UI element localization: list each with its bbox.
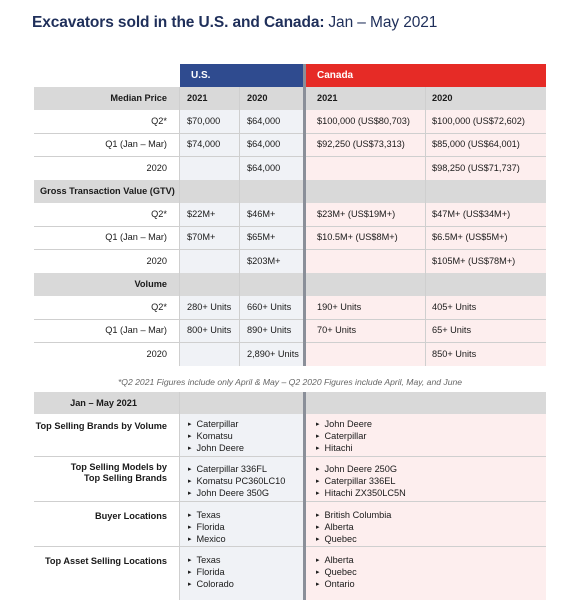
excavator-sales-table [34,64,546,600]
gtv-cell: $22M+ [187,209,216,219]
us-models-list [188,464,285,501]
list-item: ▸ John Deere [188,443,244,455]
list-item: ▸ Alberta [316,522,391,534]
list-item: ▸ Alberta [316,555,357,567]
median-price-cell: $85,000 (US$64,001) [432,139,520,149]
median-price-cell: $64,000 [247,116,281,126]
gtv-row-label: Q1 (Jan – Mar) [105,232,167,242]
canada-header: Canada [306,64,546,87]
gtv-cell [306,250,425,273]
gtv-cell: $6.5M+ (US$5M+) [432,232,508,242]
median-price-row-label: Q1 (Jan – Mar) [105,139,167,149]
list-item: ▸ Mexico [188,534,226,546]
ca-brands-list [316,419,372,456]
us-buyer-locations-list [188,510,226,547]
models-label: Top Selling Models by Top Selling Brands [70,462,167,483]
volume-cell [180,343,239,366]
list-item: ▸ British Columbia [316,510,391,522]
gtv-section-label: Gross Transaction Value (GTV) [40,186,175,196]
list-item: ▸ Hitachi [316,443,372,455]
ca-buyer-locations-list [316,510,391,547]
median-price-cell: $98,250 (US$71,737) [432,163,520,173]
list-item: ▸ Quebec [316,534,391,546]
us-2021-year: 2021 [187,93,208,103]
median-price-cell [306,157,425,180]
list-item: ▸ Florida [188,522,226,534]
ca-2021-year: 2021 [317,93,338,103]
gtv-cell: $105M+ (US$78M+) [432,256,516,266]
us-brands-list [188,419,244,456]
gtv-cell: $10.5M+ (US$8M+) [317,232,398,242]
volume-cell [306,343,425,366]
list-item: ▸ Florida [188,567,234,579]
gtv-cell: $47M+ (US$34M+) [432,209,511,219]
median-price-row-label: Q2* [151,116,167,126]
gtv-cell: $65M+ [247,232,276,242]
title-main: Excavators sold in the U.S. and Canada: [32,14,325,31]
volume-row-label: 2020 [146,349,167,359]
median-price-cell: $64,000 [247,139,281,149]
list-item: ▸ Texas [188,510,226,522]
list-item: ▸ Komatsu [188,431,244,443]
us-header: U.S. [180,64,303,87]
median-price-cell: $64,000 [247,163,281,173]
list-item: ▸ John Deere [316,419,372,431]
list-item: ▸ Caterpillar [316,431,372,443]
median-price-cell: $74,000 [187,139,221,149]
volume-cell: 190+ Units [317,302,362,312]
volume-cell: 800+ Units [187,325,232,335]
gtv-cell: $203M+ [247,256,281,266]
volume-cell: 65+ Units [432,325,472,335]
list-item: ▸ Komatsu PC360LC10 [188,476,285,488]
volume-cell: 405+ Units [432,302,477,312]
volume-section-label: Volume [134,279,167,289]
list-item: ▸ Colorado [188,579,234,591]
list-item: ▸ Hitachi ZX350LC5N [316,488,406,500]
title-date-range: Jan – May 2021 [328,14,438,31]
volume-row-label: Q2* [151,302,167,312]
asset-selling-locations-label: Top Asset Selling Locations [44,555,167,566]
brands-by-volume-label: Top Selling Brands by Volume [35,420,167,431]
gtv-cell [180,250,239,273]
list-item: ▸ Caterpillar 336EL [316,476,406,488]
list-item: ▸ Caterpillar [188,419,244,431]
ca-asset-locations-list [316,555,357,592]
page-title [32,14,437,32]
gtv-cell: $70M+ [187,232,216,242]
list-item: ▸ Caterpillar 336FL [188,464,285,476]
gtv-cell: $46M+ [247,209,276,219]
ca-2020-year: 2020 [432,93,453,103]
volume-cell: 280+ Units [187,302,232,312]
gtv-row-label: Q2* [151,209,167,219]
period-label: Jan – May 2021 [70,397,137,408]
list-item: ▸ Ontario [316,579,357,591]
us-2020-year: 2020 [247,93,268,103]
volume-cell: 890+ Units [247,325,292,335]
us-asset-locations-list [188,555,234,592]
footnote: *Q2 2021 Figures include only April & May – Q2 2020 Figures include April, May, and June [117,377,463,387]
median-price-row-label: 2020 [146,163,167,173]
buyer-locations-label: Buyer Locations [95,510,167,521]
list-item: ▸ John Deere 350G [188,488,285,500]
median-price-cell [180,157,239,180]
volume-cell: 660+ Units [247,302,292,312]
median-price-cell: $70,000 [187,116,221,126]
list-item: ▸ Texas [188,555,234,567]
median-price-cell: $92,250 (US$73,313) [317,139,405,149]
volume-row-label: Q1 (Jan – Mar) [105,325,167,335]
gtv-row-label: 2020 [146,256,167,266]
list-item: ▸ John Deere 250G [316,464,406,476]
ca-models-list [316,464,406,501]
median-price-cell: $100,000 (US$80,703) [317,116,410,126]
volume-cell: 70+ Units [317,325,357,335]
gtv-cell: $23M+ (US$19M+) [317,209,396,219]
median-price-label: Median Price [110,93,167,103]
volume-cell: 2,890+ Units [247,349,299,359]
list-item: ▸ Quebec [316,567,357,579]
volume-cell: 850+ Units [432,349,477,359]
median-price-cell: $100,000 (US$72,602) [432,116,525,126]
